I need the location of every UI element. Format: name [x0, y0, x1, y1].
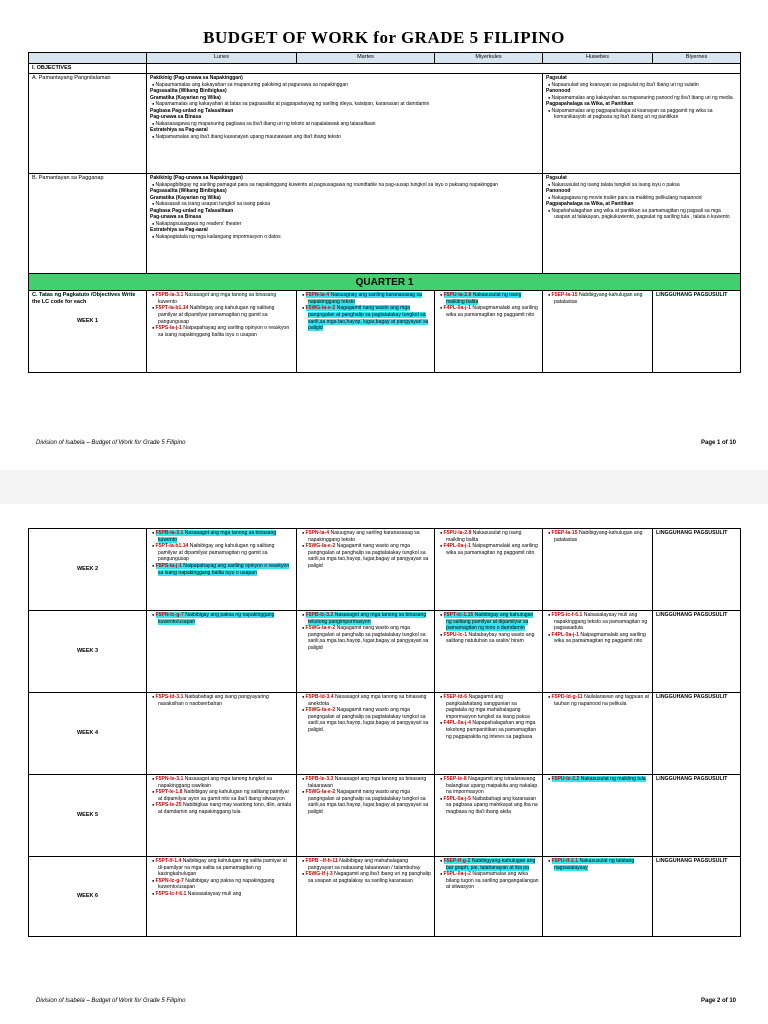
- objective-item: ● Nakagagawa ng movie trailer para sa maikling pelikulang napanood: [546, 195, 737, 202]
- lc-text: Naibibigay ang paksa ng napakinggang kuwento/usapan: [158, 877, 275, 891]
- competency-cell: [147, 857, 297, 937]
- lc-code: F5PS-Ia-j-1: [155, 563, 182, 570]
- lc-code: F5EP-Ie-8: [443, 776, 467, 782]
- performance-standard-label: B. Pamantayan sa Pagganap: [29, 174, 147, 274]
- lc-text: Naipamamalas ang wika bilang tugon sa sariling pangangailangan at sitwasyon: [446, 871, 539, 891]
- lc-code: F5EP-If-g-2: [443, 858, 471, 864]
- competency-item: [546, 530, 649, 543]
- objective-item: ● Natpamamalas ang iba't ibang kasanayan upang maunawaan ang iba't ibang teksto: [150, 134, 539, 141]
- week-label: WEEK 6: [29, 857, 147, 937]
- objective-heading: Pakikinig (Pag-unawa sa Napakinggan): [150, 75, 243, 82]
- lc-text: Nabibigyang-kahulugan ang bar graph, pie, talahanayan at iba pa: [446, 858, 536, 871]
- competency-item: [546, 776, 649, 783]
- objective-item: ● Napahahalagahan ang wika at panitikan sa pamamagitan ng pagsali sa mga usapan at talakayan, pagkukuwento, pagsulat ng sariling tula , talata o kuwento: [546, 208, 737, 221]
- footer-text: Division of Isabela – Budget of Work for Grade 5 Filipino: [36, 440, 186, 446]
- learning-competency-label: C. Tatas ng Pagkatuto /Objectives Write the LC code for each: [32, 292, 136, 306]
- competency-cell: [435, 775, 543, 857]
- lc-text: Napapahalagahan ang mga tekstong pampanitikan sa pamamagitan ng pagpapakita ng interes sa pagbasa: [446, 720, 537, 740]
- quarter-label: QUARTER 1: [29, 274, 741, 291]
- lc-code: F5WG-Ia-e-2: [305, 305, 336, 312]
- competency-item: [150, 858, 293, 878]
- week-row: [29, 611, 741, 693]
- lc-text: Naipapahayag ang sariling opinyon o reaskyon sa isang napakinggang balita isyu o usapan: [158, 563, 290, 576]
- competency-item: [150, 878, 293, 891]
- page-2: [0, 504, 768, 1024]
- quarter-row: [29, 274, 741, 291]
- competency-cell: [297, 611, 435, 693]
- competency-item: [438, 694, 539, 720]
- lc-code: F5PB-Id-3.4: [305, 694, 334, 700]
- lc-text: Nailalarawan ang tagpuan at tauhan ng napanood na pelikula: [554, 694, 649, 707]
- lc-text: Nagagamit ang isinalarawang balangkas upang maipakita ang nakalap na impormasyon: [446, 776, 538, 796]
- lc-code: F5PB-Ia-3.1: [155, 530, 184, 536]
- lc-code: F5PU-Ia-2.8: [443, 530, 472, 536]
- competency-item: [546, 632, 649, 645]
- lc-code: F5PT-Ia-b1.14: [155, 543, 189, 550]
- competency-item: [438, 292, 539, 305]
- objective-item: ● Napamamalas ang kakayahan at tatas sa pagsasalita at pagpapahayag ng sariling ideya, kaisipan, karanasan at damdamin: [150, 101, 539, 108]
- lc-text: Naibibigay ang mahahalagang pangyayari sa nabasang talaarawan / talambuhay: [308, 858, 421, 871]
- lc-code: F5PS-Ic-f-6.1: [155, 891, 187, 898]
- lc-text: Nagagamit nang wasto ang mga pangngalan at panghalip sa pagtatalakay tungkol sa sarili,sa mga tao,hayop, lugar,bagay at pangyayari sa paligid.: [308, 707, 429, 734]
- competency-item: [438, 871, 539, 891]
- week-label: WEEK 5: [29, 775, 147, 857]
- objective-heading: Pagbasa Pag-unlad ng Talasalitaan: [150, 107, 234, 114]
- competency-item: [438, 632, 539, 645]
- competency-item: [546, 694, 649, 707]
- lc-code: F5PU-Ia-2.8: [443, 292, 472, 299]
- competency-cell: [543, 857, 653, 937]
- objective-item: ● Naipamamalas ang kakayahan sa mapanuring panood ng iba't ibang uri ng media: [546, 95, 737, 102]
- lc-code: F5PL-0a-j-5: [443, 795, 471, 802]
- page-gap: [0, 470, 768, 504]
- lc-text: Nasasagot ang mga tanong sa binasang tekstong pangimpormasyon: [308, 612, 427, 625]
- week-row: [29, 291, 741, 373]
- competency-item: [546, 858, 649, 871]
- objective-heading: Gramatika (Kayarian ng Wika): [150, 94, 221, 101]
- competency-cell: [543, 775, 653, 857]
- lc-text: Naisusgnay ang sariling karanasasag sa napakinggang teksto: [308, 292, 422, 305]
- lc-code: F5WG-Ia-e-2: [305, 707, 336, 714]
- objective-heading: Pagsasalita (Wikang Binibigkas): [150, 188, 227, 195]
- competency-item: [300, 612, 431, 625]
- weekly-test-label: LINGGUHANG PAGSUSULIT: [653, 529, 741, 611]
- lc-text: Naibabahagi ang karanasan sa pagbasa upang mahikayat ang iba na magbasa ng iba't ibang akda: [446, 795, 538, 816]
- day-header: Miyerkules: [435, 53, 543, 64]
- objective-item: ● Nakasasagawa ng mapanuring pagbasa sa iba't ibang uri ng teksto at napalalawak ang talasalitaan: [150, 121, 539, 128]
- competency-item: [150, 694, 293, 707]
- objective-heading: Pagpapahalaga sa Wika, at Panitikan: [546, 101, 634, 108]
- lc-text: Nasasagot ang mga tanong sa binasang kuwento: [158, 530, 277, 543]
- footer-page-2: [36, 998, 736, 1004]
- lc-code: F4PL-0a-j-1: [551, 631, 579, 638]
- lc-code: F5WG-Ia-e-2: [305, 625, 336, 632]
- lc-code: F4PL-0a-j-1: [443, 543, 471, 550]
- objective-heading: Panonood: [546, 188, 571, 195]
- objective-item: ● Nakasusulat ng isang talata tungkol sa isang isyu o paksa: [546, 182, 737, 189]
- competency-item: [150, 563, 293, 576]
- competency-item: [150, 612, 293, 625]
- footer-page-1: [36, 440, 736, 446]
- objective-heading: Pagpapahalaga sa Wika, at Panitikan: [546, 201, 634, 208]
- competency-cell: [543, 611, 653, 693]
- week-row: [29, 529, 741, 611]
- lc-code: F5PN-Ia-4: [305, 530, 330, 536]
- day-header: Huwebes: [543, 53, 653, 64]
- weekly-test-label: LINGGUHANG PAGSUSULIT: [653, 291, 741, 373]
- lc-text: Naibibigay ang kahulugan ng salitang pamilyar at dipamilyar pamamagitan ng gamit sa pangungusap: [158, 305, 275, 325]
- competency-item: [150, 543, 293, 563]
- competency-item: [150, 789, 293, 802]
- competency-item: [300, 292, 431, 305]
- lc-text: Nasasagot ang mga tanong sa binasang anekdota: [308, 694, 427, 707]
- lc-text: Nabibigyang-kahulugan ang patalastas: [554, 530, 643, 543]
- competency-cell: [297, 529, 435, 611]
- lc-code: F5WG-Ia-e-2: [305, 789, 336, 796]
- objective-heading: Pagbasa Pag-unlad ng Talasalitaan: [150, 207, 234, 214]
- competency-cell: [147, 611, 297, 693]
- lc-code: F5EP-Ia-15: [551, 292, 578, 299]
- objective-heading: Pag-unawa sa Binasa: [150, 214, 202, 221]
- lc-code: F5PT-Ic-1.15: [443, 612, 474, 618]
- objective-heading: Gramatika (Kayarian ng Wika): [150, 194, 221, 201]
- lc-text: Nagagamit nang wasto ang mga pangngalan at panghalip sa pagtatalakay tungkol sa sarili,sa mga tao,hayop, lugar,bagay at pangyayari sa paligid: [308, 625, 429, 652]
- lc-code: F4PL-0a-j-1: [443, 305, 471, 312]
- lc-code: F5PB-Ic-3.2: [305, 612, 334, 618]
- page-number: Page 1 of 10: [700, 440, 736, 446]
- lc-text: Naibibigay ang kahulugan ng salitang pamilyar at dipamilyar ayon sa gamit nito sa iba't ibang sitwasyon: [158, 789, 290, 802]
- competency-cell: [147, 529, 297, 611]
- objective-heading: Estratehiya sa Pag-aaral: [150, 127, 208, 134]
- lc-text: Naibabahagi ang isang pangyayaring nasaksihan o naobserbahan: [158, 694, 269, 707]
- lc-code: F5PT-Ia-b1.14: [155, 305, 189, 312]
- competency-item: [150, 305, 293, 325]
- competency-item: [150, 802, 293, 815]
- objectives-row: [29, 64, 741, 74]
- lc-text: Naipagmamalaki ang sariling wika sa pamamagitan ng paggamit nito: [446, 543, 538, 556]
- competency-cell: [435, 611, 543, 693]
- objective-heading: Pakikinig (Pag-unawa sa Napakinggan): [150, 175, 243, 182]
- lc-text: Naibibigay ang kahulugan ng salitang pamilyar at dipamilyar pamamagitan ng gamit sa pangungusap: [158, 543, 275, 563]
- weekly-test-label: LINGGUHANG PAGSUSULIT: [653, 857, 741, 937]
- budget-table-page-1: [28, 52, 741, 373]
- week-row: [29, 857, 741, 937]
- lc-code: F5EP-Ia-15: [551, 530, 578, 536]
- lc-text: Nabibigkas nang may wastong tono, diin, antala at damdamin ang napakinggang tula: [158, 802, 292, 816]
- day-header: Biyernes: [653, 53, 741, 64]
- objective-item: ● Napaunulad ang ksanayan sa pagsulat ng iba't ibang uri ng sulatin: [546, 82, 737, 89]
- competency-item: [300, 625, 431, 651]
- content-standard-left: [147, 74, 543, 174]
- competency-cell: [147, 775, 297, 857]
- content-standard-right: [543, 74, 741, 174]
- competency-item: [300, 776, 431, 789]
- lc-code: F5PS-Id-3.1: [155, 694, 184, 700]
- competency-item: [150, 325, 293, 338]
- lc-code: F5PL-0a-j-2: [443, 871, 471, 878]
- competency-item: [300, 789, 431, 815]
- week-label: WEEK 3: [29, 611, 147, 693]
- competency-cell: [147, 291, 297, 373]
- document-title: BUDGET OF WORK for GRADE 5 FILIPINO: [203, 28, 565, 47]
- footer-text: Division of Isabela – Budget of Work for Grade 5 Filipino: [36, 998, 186, 1004]
- lc-text: Nagagamit ang pangkalahatang sanggunian sa pagtatala ng mga mahahalagang impormasyon tungkol sa isang paksa: [446, 694, 530, 720]
- lc-text: Nabibigyang-kahulugan ang patalastas: [554, 292, 643, 305]
- day-header: Martes: [297, 53, 435, 64]
- competency-item: [300, 858, 431, 871]
- lc-text: Naipapahayag ang sariling opinyon o reaskyon sa isang napakinggang balita isyu o usapan: [158, 325, 290, 338]
- lc-code: F5PT-Ie-1.8: [155, 789, 183, 796]
- competency-item: [300, 707, 431, 733]
- competency-item: [438, 858, 539, 871]
- day-header-row: [29, 53, 741, 64]
- week-row: [29, 693, 741, 775]
- objective-item: ● Nakasasali sa isang usapan tungkol sa isang paksa: [150, 201, 539, 208]
- lc-text: Nagagamit ang iba't ibang uri ng panghalip sa usapan at pagtalakay sa sariling karanasan: [308, 871, 431, 884]
- lc-text: Naibibigay ang kahulugan ng salita pamiyar at di-pamilyar na mga salita sa pamamagitan ng kasingkahulugan: [158, 858, 287, 878]
- objective-heading: Pagsulat: [546, 175, 567, 182]
- lc-text: Nasasagot ang mga tanong sa binasang kuwento: [158, 292, 277, 305]
- competency-cell: [543, 529, 653, 611]
- week-row: [29, 775, 741, 857]
- lc-code: F5PS-Ie-25: [155, 802, 182, 809]
- competency-item: [300, 694, 431, 707]
- competency-cell: [297, 775, 435, 857]
- weekly-test-label: LINGGUHANG PAGSUSULIT: [653, 693, 741, 775]
- competency-item: [150, 530, 293, 543]
- competency-cell: [543, 693, 653, 775]
- lc-text: Nasasagot ang mga tanong sa binasang talaarawan: [308, 776, 427, 789]
- lc-text: Naipagmamalaki ang sariling wika sa pamamagitan ng paggamit nito: [554, 631, 646, 645]
- lc-text: Nagagamit nang wasto ang mga pangngalan at panghalip sa pagtatalakay tungkol sa sarili,sa mga tao,hayop, lugar,bagay at pangyayari sa paligid: [308, 305, 429, 332]
- budget-table-page-2: [28, 528, 741, 937]
- competency-item: [438, 530, 539, 543]
- content-standard-row: [29, 74, 741, 174]
- competency-item: [546, 292, 649, 305]
- lc-text: Naiuugnay ang sariling karanasasag sa napakinggang teksto: [308, 530, 420, 543]
- competency-item: [438, 305, 539, 318]
- objective-heading: Estratehiya sa Pag-aaral: [150, 227, 208, 234]
- content-standard-label: A. Pamantayang Pangnilalaman: [29, 74, 147, 174]
- lc-text: Nasasagot ang mga tanong tungkol sa napakinggang sawikain: [158, 776, 272, 789]
- performance-standard-row: [29, 174, 741, 274]
- objective-item: ● Nakapagbibigay ng sariling pamagat para sa napakinggang kuwento at pagsusagawa ng roundtable na pag-uusap tungkol sa isyu o paksang napakinggan: [150, 182, 539, 189]
- competency-item: [150, 292, 293, 305]
- lc-code: F5PN-Ia-4: [305, 292, 330, 299]
- competency-item: [438, 776, 539, 796]
- objective-item: ● Napaumamalas ang kakayahan sa mapanuring pakikinig at pagunawa sa napakinggan: [150, 82, 539, 89]
- lc-text: Nakasusulat ng maikling tula: [579, 776, 646, 782]
- objective-heading: Panonood: [546, 88, 571, 95]
- day-header: Lunes: [147, 53, 297, 64]
- lc-text: Naibibigay ang paksa ng napakinggang kuwento/usapan: [158, 612, 275, 625]
- competency-item: [300, 871, 431, 884]
- lc-code: F5PS-Ia-j-1: [155, 325, 182, 332]
- page-number: Page 2 of 10: [700, 998, 736, 1004]
- competency-item: [438, 720, 539, 740]
- lc-text: Nagagamit nang wasto ang mga pangngalan at panghalip sa pagtatalakay tungkol sa sarili,sa mga tao,hayop, lugar,bagay at pangyayari sa paligid: [308, 543, 429, 570]
- objective-heading: Pagsasalita (Wikang Binibigkas): [150, 88, 227, 95]
- lc-code: F5PD-Id-g-11: [551, 694, 583, 700]
- performance-standard-left: [147, 174, 543, 274]
- lc-text: Nababaybay nang wasto ang salitang natutuhan sa aralin/ hiram: [446, 631, 535, 645]
- week-label: WEEK 2: [29, 529, 147, 611]
- objective-heading: Pag-unawa sa Binasa: [150, 114, 202, 121]
- lc-code: F4PL-0a-j-4: [443, 720, 471, 727]
- objectives-label: I. OBJECTIVES: [29, 64, 147, 74]
- competency-cell: [435, 857, 543, 937]
- competency-cell: [297, 291, 435, 373]
- competency-item: [150, 776, 293, 789]
- lc-code: F5PB-Ia-3.1: [155, 292, 184, 299]
- competency-cell: [435, 693, 543, 775]
- lc-code: F5PU-Ic-1: [443, 631, 468, 638]
- competency-cell: [435, 291, 543, 373]
- competency-item: [300, 530, 431, 543]
- week-label: WEEK 4: [29, 693, 147, 775]
- competency-cell: [297, 857, 435, 937]
- week-label: WEEK 1: [76, 318, 99, 325]
- lc-code: F5PU-If-2.1: [551, 858, 579, 864]
- lc-text: Naisasalaysay muli ang napakinggang teksto sa pamamagitan ng pagsasadula: [554, 612, 648, 632]
- lc-code: F5EP-Id-6: [443, 694, 468, 700]
- lc-text: Nakasusulat ng isang maikling balita: [446, 292, 522, 305]
- page-1: [0, 0, 768, 470]
- weekly-test-label: LINGGUHANG PAGSUSULIT: [653, 611, 741, 693]
- performance-standard-right: [543, 174, 741, 274]
- objective-item: ● Nakapagsusagawa ng readers' theater: [150, 221, 539, 228]
- competency-item: [300, 305, 431, 331]
- competency-cell: [543, 291, 653, 373]
- lc-code: F5PT-If-1.4: [155, 858, 182, 864]
- objective-item: ● Naipamamalas ang pagpapahalaga at ksanayan sa paggamit ng wika sa komunikasyob at pagbasa ng iba't ibang uri ng panitikan: [546, 108, 737, 121]
- competency-item: [438, 612, 539, 632]
- competency-item: [300, 543, 431, 569]
- competency-cell: [147, 693, 297, 775]
- weekly-test-label: LINGGUHANG PAGSUSULIT: [653, 775, 741, 857]
- lc-text: Naibibigay ang kahulugan ng salitang pamilyar at dipamilyar sa pamamagitan ng tono o damdamin: [446, 612, 534, 632]
- lc-code: F5PN-Ie-3.1: [155, 776, 184, 782]
- competency-item: [150, 891, 293, 898]
- competency-item: [546, 612, 649, 632]
- competency-cell: [297, 693, 435, 775]
- competency-item: [438, 796, 539, 816]
- lc-code: F5PN-Ic-g-7: [155, 612, 184, 618]
- lc-text: Nakasusulat ng talatang nagsasalaysay: [554, 858, 635, 871]
- objective-item: ● Nakapagtatala ng mga kailangang impormasyon o datos: [150, 234, 539, 241]
- objective-heading: Pagsulat: [546, 75, 567, 82]
- competency-item: [438, 543, 539, 556]
- lc-code: F5PB –If-h-11: [305, 858, 338, 864]
- lc-text: Naisasalaysay muli ang: [186, 891, 242, 898]
- lc-code: F5PS-Ic-f-6.1: [551, 612, 583, 618]
- lc-code: F5WG-If-j-3: [305, 871, 333, 878]
- lc-code: F5WG-Ia-e-2: [305, 543, 336, 550]
- lc-text: Nagagamit nang wasto ang mga pangngalan at panghalip sa pagtatalakay tungkol sa sarili,sa mga tao,hayop, lugar,bagay at pangyayari sa paligid: [308, 789, 429, 816]
- competency-cell: [435, 529, 543, 611]
- lc-code: F5PB-Ie-3.3: [305, 776, 334, 782]
- lc-text: Nakasusulat ng isang maikling balita: [446, 530, 522, 543]
- lc-code: F5PN-Ic-g-7: [155, 877, 184, 884]
- lc-text: Naipagmamalaki ang sariling wika sa pamamagitan ng paggamit nito: [446, 305, 538, 318]
- lc-code: F5PU-Ie-2.2: [551, 776, 580, 782]
